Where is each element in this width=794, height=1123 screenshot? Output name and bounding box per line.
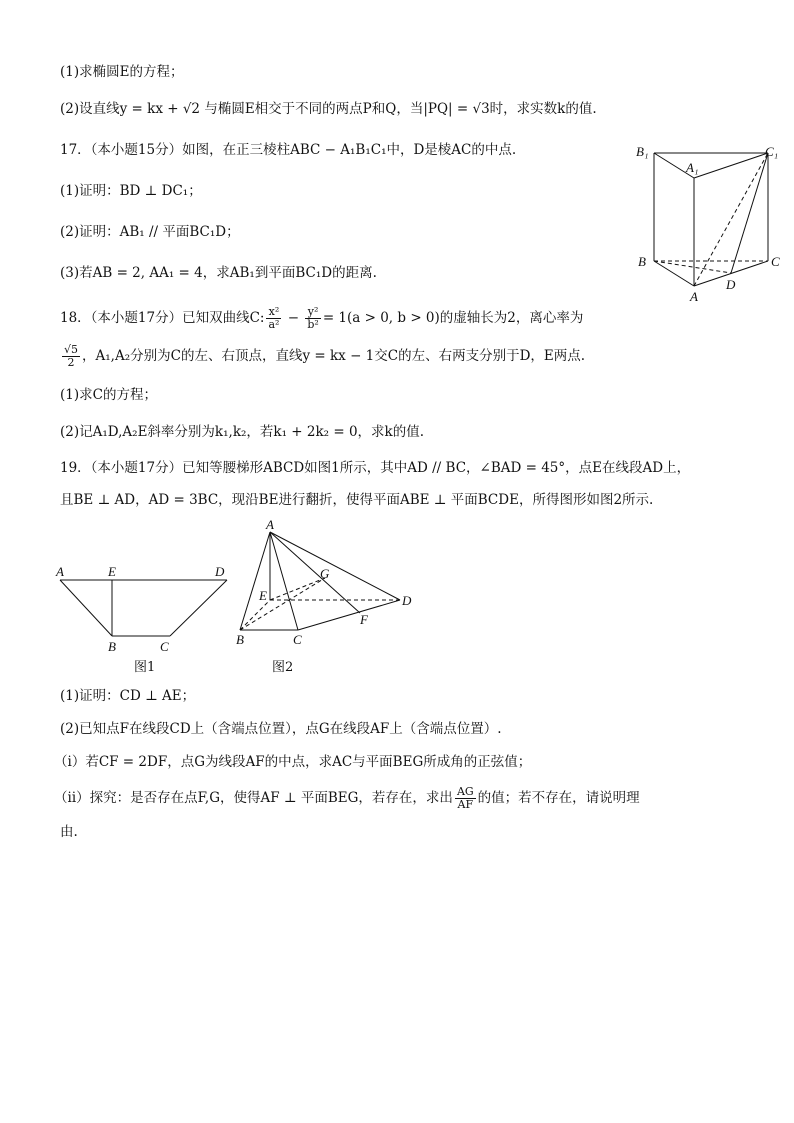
label-C1: C₁ (765, 144, 779, 159)
q18-stem-a: 18．（本小题17分）已知双曲线C: (60, 310, 265, 326)
q18-stem-line1 (60, 306, 583, 331)
fraction-y2-b2 (305, 306, 320, 331)
fraction-x2-a2 (266, 306, 281, 331)
label-D: D (726, 277, 736, 292)
q18-part1: (1)求C的方程； (60, 387, 157, 403)
q18-stem-b: = 1(a > 0, b > 0)的虚轴长为2，离心率为 (322, 310, 584, 326)
figure1-caption: 图1 (134, 660, 156, 675)
fraction-ag-af (455, 786, 476, 811)
q16-part1: (1)求椭圆E的方程； (60, 64, 184, 80)
label-A: A (690, 289, 698, 304)
label-B1: B₁ (636, 144, 649, 159)
fraction-numerator: √5 (64, 343, 79, 356)
fig2-label-C: C (293, 632, 302, 647)
fraction-denominator: b² (307, 318, 319, 331)
q19-part2-ii (54, 786, 640, 811)
q18-stem-c: ，A₁,A₂分别为C的左、右顶点，直线y = kx − 1交C的左、右两支分别于D，E两点. (82, 348, 586, 364)
fig1-label-A: A (56, 564, 64, 579)
q18-stem-line2 (60, 344, 585, 369)
fig1-label-E: E (108, 564, 116, 579)
fraction-denominator: a² (268, 318, 280, 331)
q19-part1: (1)证明：CD ⊥ AE； (60, 688, 196, 704)
fig1-label-C: C (160, 639, 169, 654)
q17-stem: 17．（本小题15分）如图，在正三棱柱ABC − A₁B₁C₁中，D是棱AC的中点. (60, 142, 517, 158)
fig2-label-G: G (320, 566, 330, 581)
fig2-label-F: F (360, 612, 368, 627)
q19-part2-ii-end: 由. (60, 824, 78, 840)
fig2-label-B: B (236, 632, 244, 647)
fig1-label-B: B (108, 639, 116, 654)
q19-stem-line2: 且BE ⊥ AD，AD = 3BC，现沿BE进行翻折，使得平面ABE ⊥ 平面BCDE，所得图形如图2所示. (60, 492, 654, 508)
fraction-numerator: y² (305, 306, 320, 319)
q17-part3: (3)若AB = 2, AA₁ = 4，求AB₁到平面BC₁D的距离. (60, 265, 377, 281)
fraction-sqrt5-over-2 (62, 344, 80, 369)
q19-part2-i: （ⅰ）若CF = 2DF，点G为线段AF的中点，求AC与平面BEG所成角的正弦值； (54, 754, 532, 770)
fraction-numerator: AG (456, 785, 474, 798)
fraction-denominator: 2 (67, 356, 75, 369)
q17-part2: (2)证明：AB₁ // 平面BC₁D； (60, 224, 240, 240)
q16-part2: (2)设直线y = kx + √2 与椭圆E相交于不同的两点P和Q，当|PQ| = √3时，求实数k的值. (60, 101, 597, 117)
folded-pyramid-figure (230, 518, 420, 648)
label-B: B (638, 254, 646, 269)
q19-part2-ii-b: 的值；若不存在，请说明理 (477, 790, 640, 806)
figure2-caption: 图2 (272, 660, 294, 675)
label-C: C (771, 254, 780, 269)
minus-sign: − (283, 310, 304, 326)
fig2-label-E: E (259, 588, 267, 603)
q17-part1: (1)证明：BD ⊥ DC₁； (60, 183, 202, 199)
fraction-denominator: AF (457, 798, 474, 811)
fig2-label-A: A (266, 518, 274, 532)
fig1-label-D: D (215, 564, 225, 579)
q19-part2-ii-a: （ⅱ）探究：是否存在点F,G，使得AF ⊥ 平面BEG，若存在，求出 (54, 790, 453, 806)
fraction-numerator: x² (266, 306, 281, 319)
q18-part2: (2)记A₁D,A₂E斜率分别为k₁,k₂，若k₁ + 2k₂ = 0，求k的值. (60, 424, 425, 440)
q19-part2: (2)已知点F在线段CD上（含端点位置），点G在线段AF上（含端点位置）. (60, 721, 502, 737)
trapezoid-figure (52, 562, 242, 657)
label-A1: A₁ (686, 160, 699, 175)
q19-stem-line1: 19．（本小题17分）已知等腰梯形ABCD如图1所示，其中AD // BC，∠BAD = 45°，点E在线段AD上， (60, 460, 691, 476)
fig2-label-D: D (402, 593, 412, 608)
prism-figure (628, 138, 788, 308)
